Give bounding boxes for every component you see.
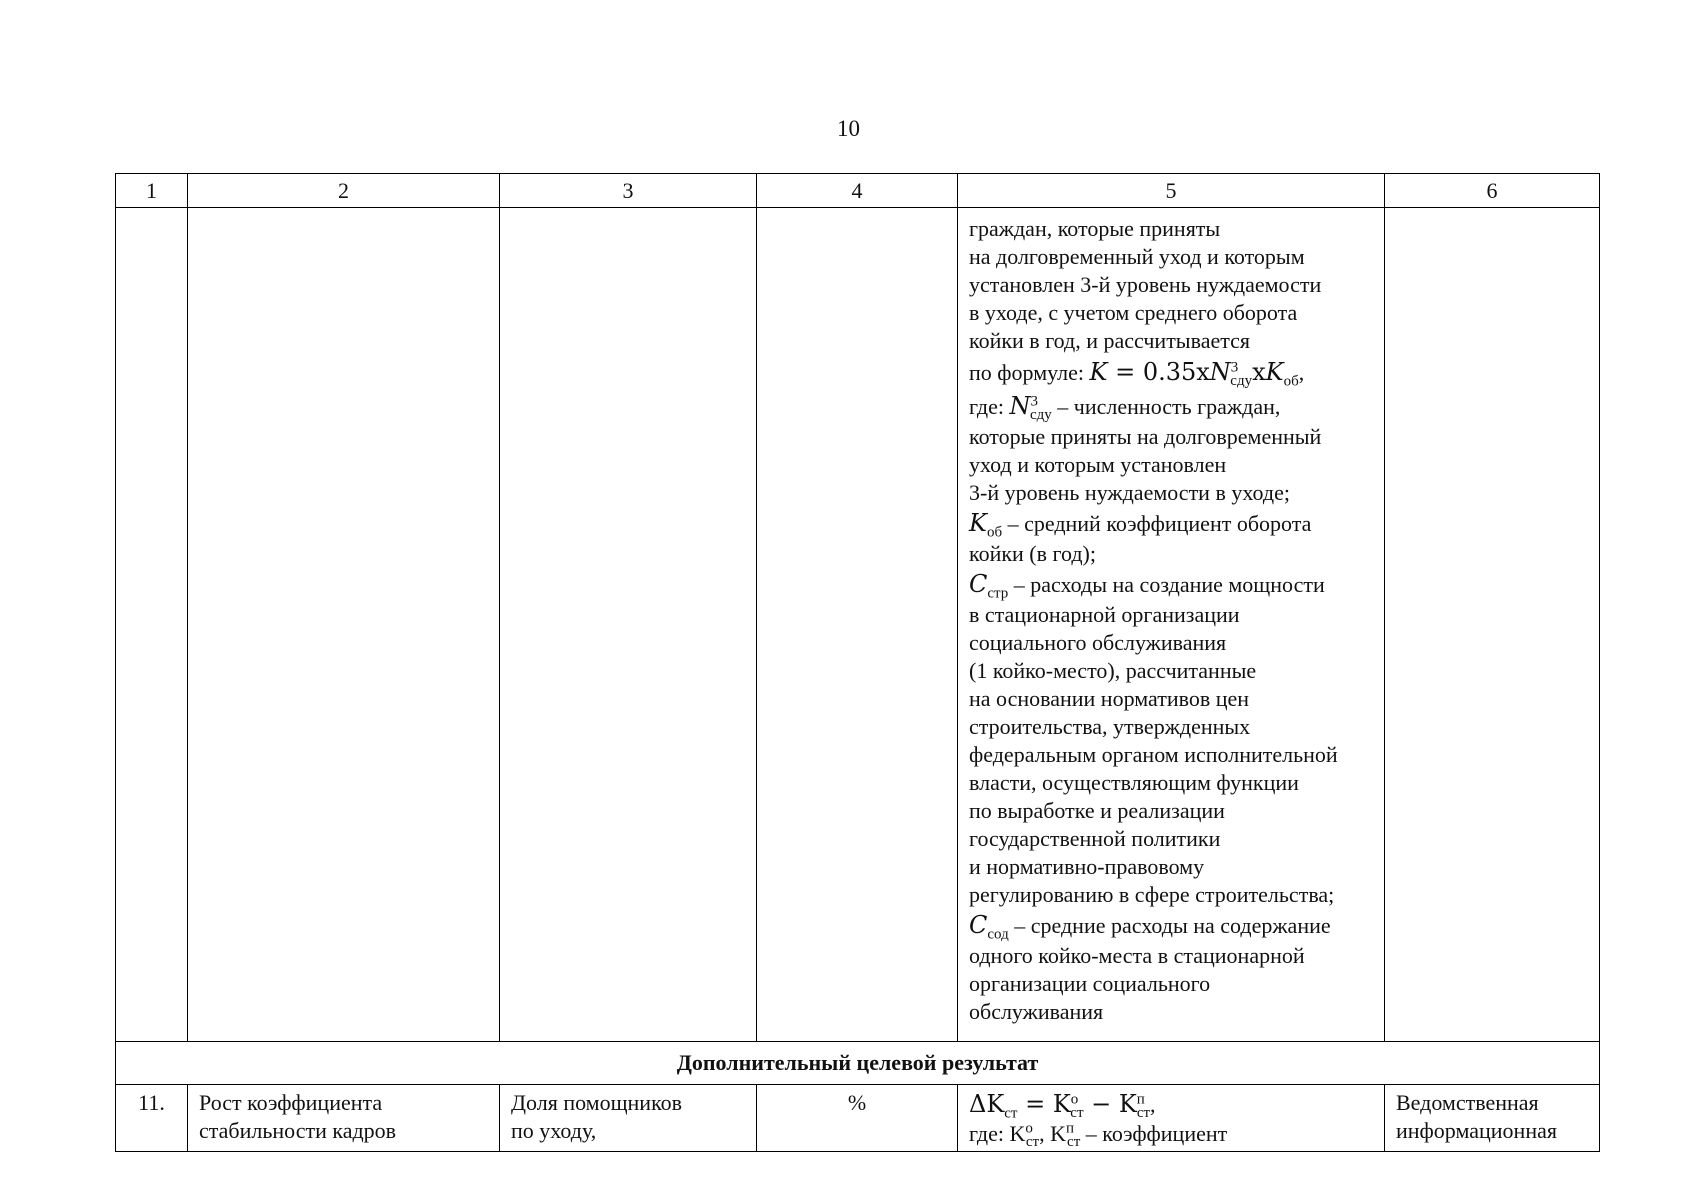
csod-symbol: C [969, 911, 988, 939]
basis-cell [500, 1085, 757, 1152]
section-row [116, 1042, 1600, 1085]
text-line: организации социального [969, 971, 1211, 996]
formula-n-sub: сду [1230, 373, 1253, 390]
where-text: – численность граждан, [1051, 394, 1281, 419]
where-k2: K [1050, 1121, 1066, 1146]
col-header-2: 2 [188, 174, 500, 208]
delta-lhs: ΔK [969, 1090, 1005, 1118]
text-line: граждан, которые приняты [969, 216, 1221, 241]
where-n-sup: 3 [1030, 393, 1038, 410]
column-number-row [116, 174, 1600, 208]
where-k1-sub: ст [1025, 1134, 1040, 1151]
text-line: власти, осуществляющим функции [969, 770, 1299, 795]
text-line: которые приняты на долговременный [969, 424, 1322, 449]
where-k1-sup: о [1025, 1120, 1033, 1137]
where-k1: K [1009, 1121, 1026, 1146]
table-row [116, 1085, 1600, 1152]
text-line: федеральным органом исполнительной [969, 742, 1338, 767]
cont-cell-2 [188, 208, 500, 1042]
text-line: государственной политики [969, 826, 1221, 851]
text-line: койки (в год); [969, 541, 1096, 566]
delta-formula [969, 1089, 1373, 1120]
text-block-b [969, 423, 1373, 507]
where-text: – коэффициент [1080, 1121, 1228, 1146]
indicators-table [115, 173, 1600, 1152]
formula-tail: , [1298, 360, 1305, 385]
section-title: Дополнительный целевой результат [116, 1042, 1600, 1085]
delta-eq: = K [1017, 1090, 1071, 1118]
text-block-d [969, 601, 1373, 909]
cstr-symbol: C [969, 570, 988, 598]
cont-cell-1 [116, 208, 188, 1042]
text-line: Рост коэффициента [199, 1090, 383, 1115]
unit-cell: % [757, 1085, 958, 1152]
formula-n: N [1209, 358, 1231, 386]
delta-minus: − K [1083, 1090, 1137, 1118]
formula-k: K [1089, 358, 1108, 386]
text-line: строительства, утвержденных [969, 714, 1251, 739]
text-line: информационная [1396, 1118, 1557, 1143]
formula-times: x [1252, 358, 1266, 386]
text-line: регулированию в сфере строительства; [969, 882, 1335, 907]
delta-s2-sup: п [1136, 1091, 1145, 1108]
cstr-text: – расходы на создание мощности [1008, 572, 1325, 597]
cont-cell-3 [500, 208, 757, 1042]
delta-lhs-sub: ст [1004, 1105, 1018, 1122]
delta-s1-sub: ст [1070, 1105, 1084, 1122]
text-line: Доля помощников [511, 1090, 683, 1115]
calculation-method-cell [958, 208, 1385, 1042]
kob-symbol: K [969, 509, 987, 537]
csod-definition [969, 909, 1373, 942]
text-line: (1 койко-место), рассчитанные [969, 658, 1257, 683]
text-line: по уходу, [511, 1118, 597, 1143]
delta-s2-sub: ст [1136, 1105, 1151, 1122]
text-line: 3-й уровень нуждаемости в уходе; [969, 480, 1290, 505]
where-prefix: где: [969, 1121, 1010, 1146]
col-header-4: 4 [757, 174, 958, 208]
csod-text: – средние расходы на содержание [1008, 913, 1331, 938]
text-block-e [969, 942, 1373, 1026]
text-line: социального обслуживания [969, 630, 1227, 655]
row-number: 11. [116, 1085, 188, 1152]
formula-kob-sub: об [1283, 373, 1299, 390]
kob-definition [969, 507, 1373, 540]
text-line: на основании нормативов цен [969, 686, 1250, 711]
where-n-sub: сду [1030, 407, 1052, 424]
text-line: одного койко-места в стационарной [969, 943, 1305, 968]
formula-coefficient: = 0.35x [1107, 358, 1210, 386]
indicator-name-cell [188, 1085, 500, 1152]
text-line: стабильности кадров [199, 1118, 397, 1143]
text-line: в стационарной организации [969, 602, 1240, 627]
text-line: Ведомственная [1396, 1090, 1539, 1115]
text-line: по выработке и реализации [969, 798, 1225, 823]
where-prefix: где: [969, 394, 1010, 419]
col-header-1: 1 [116, 174, 188, 208]
formula-kob: K [1265, 358, 1284, 386]
text-line: и нормативно-правовому [969, 854, 1205, 879]
where-sep: , [1039, 1121, 1051, 1146]
formula-line [969, 355, 1373, 390]
kob-text: – средний коэффициент оборота [1002, 511, 1312, 536]
text-line: койки в год, и рассчитывается [969, 328, 1250, 353]
where-n: N [1009, 392, 1031, 420]
cont-cell-6 [1385, 208, 1600, 1042]
page-number: 10 [837, 116, 860, 141]
cstr-definition [969, 568, 1373, 601]
delta-where-line [969, 1120, 1373, 1151]
text-line: уход и которым установлен [969, 452, 1227, 477]
continuation-row [116, 208, 1600, 1042]
formula-prefix: по формуле: [969, 360, 1090, 385]
formula-n-sup: 3 [1230, 359, 1239, 376]
delta-s1-sup: о [1070, 1091, 1079, 1108]
where-line [969, 390, 1373, 423]
source-cell [1385, 1085, 1600, 1152]
col-header-6: 6 [1385, 174, 1600, 208]
text-block-a [969, 215, 1373, 355]
col-header-3: 3 [500, 174, 757, 208]
formula-cell [958, 1085, 1385, 1152]
csod-subscript: сод [987, 926, 1009, 943]
text-line: на долговременный уход и которым [969, 244, 1305, 269]
cstr-subscript: стр [987, 585, 1009, 602]
cont-cell-4 [757, 208, 958, 1042]
where-k2-sup: п [1066, 1120, 1075, 1137]
text-line: установлен 3-й уровень нуждаемости [969, 272, 1322, 297]
text-line: обслуживания [969, 999, 1104, 1024]
col-header-5: 5 [958, 174, 1385, 208]
where-k2-sub: ст [1067, 1134, 1081, 1151]
kob-subscript: об [986, 524, 1003, 541]
delta-tail: , [1150, 1092, 1156, 1117]
text-line: в уходе, с учетом среднего оборота [969, 300, 1298, 325]
